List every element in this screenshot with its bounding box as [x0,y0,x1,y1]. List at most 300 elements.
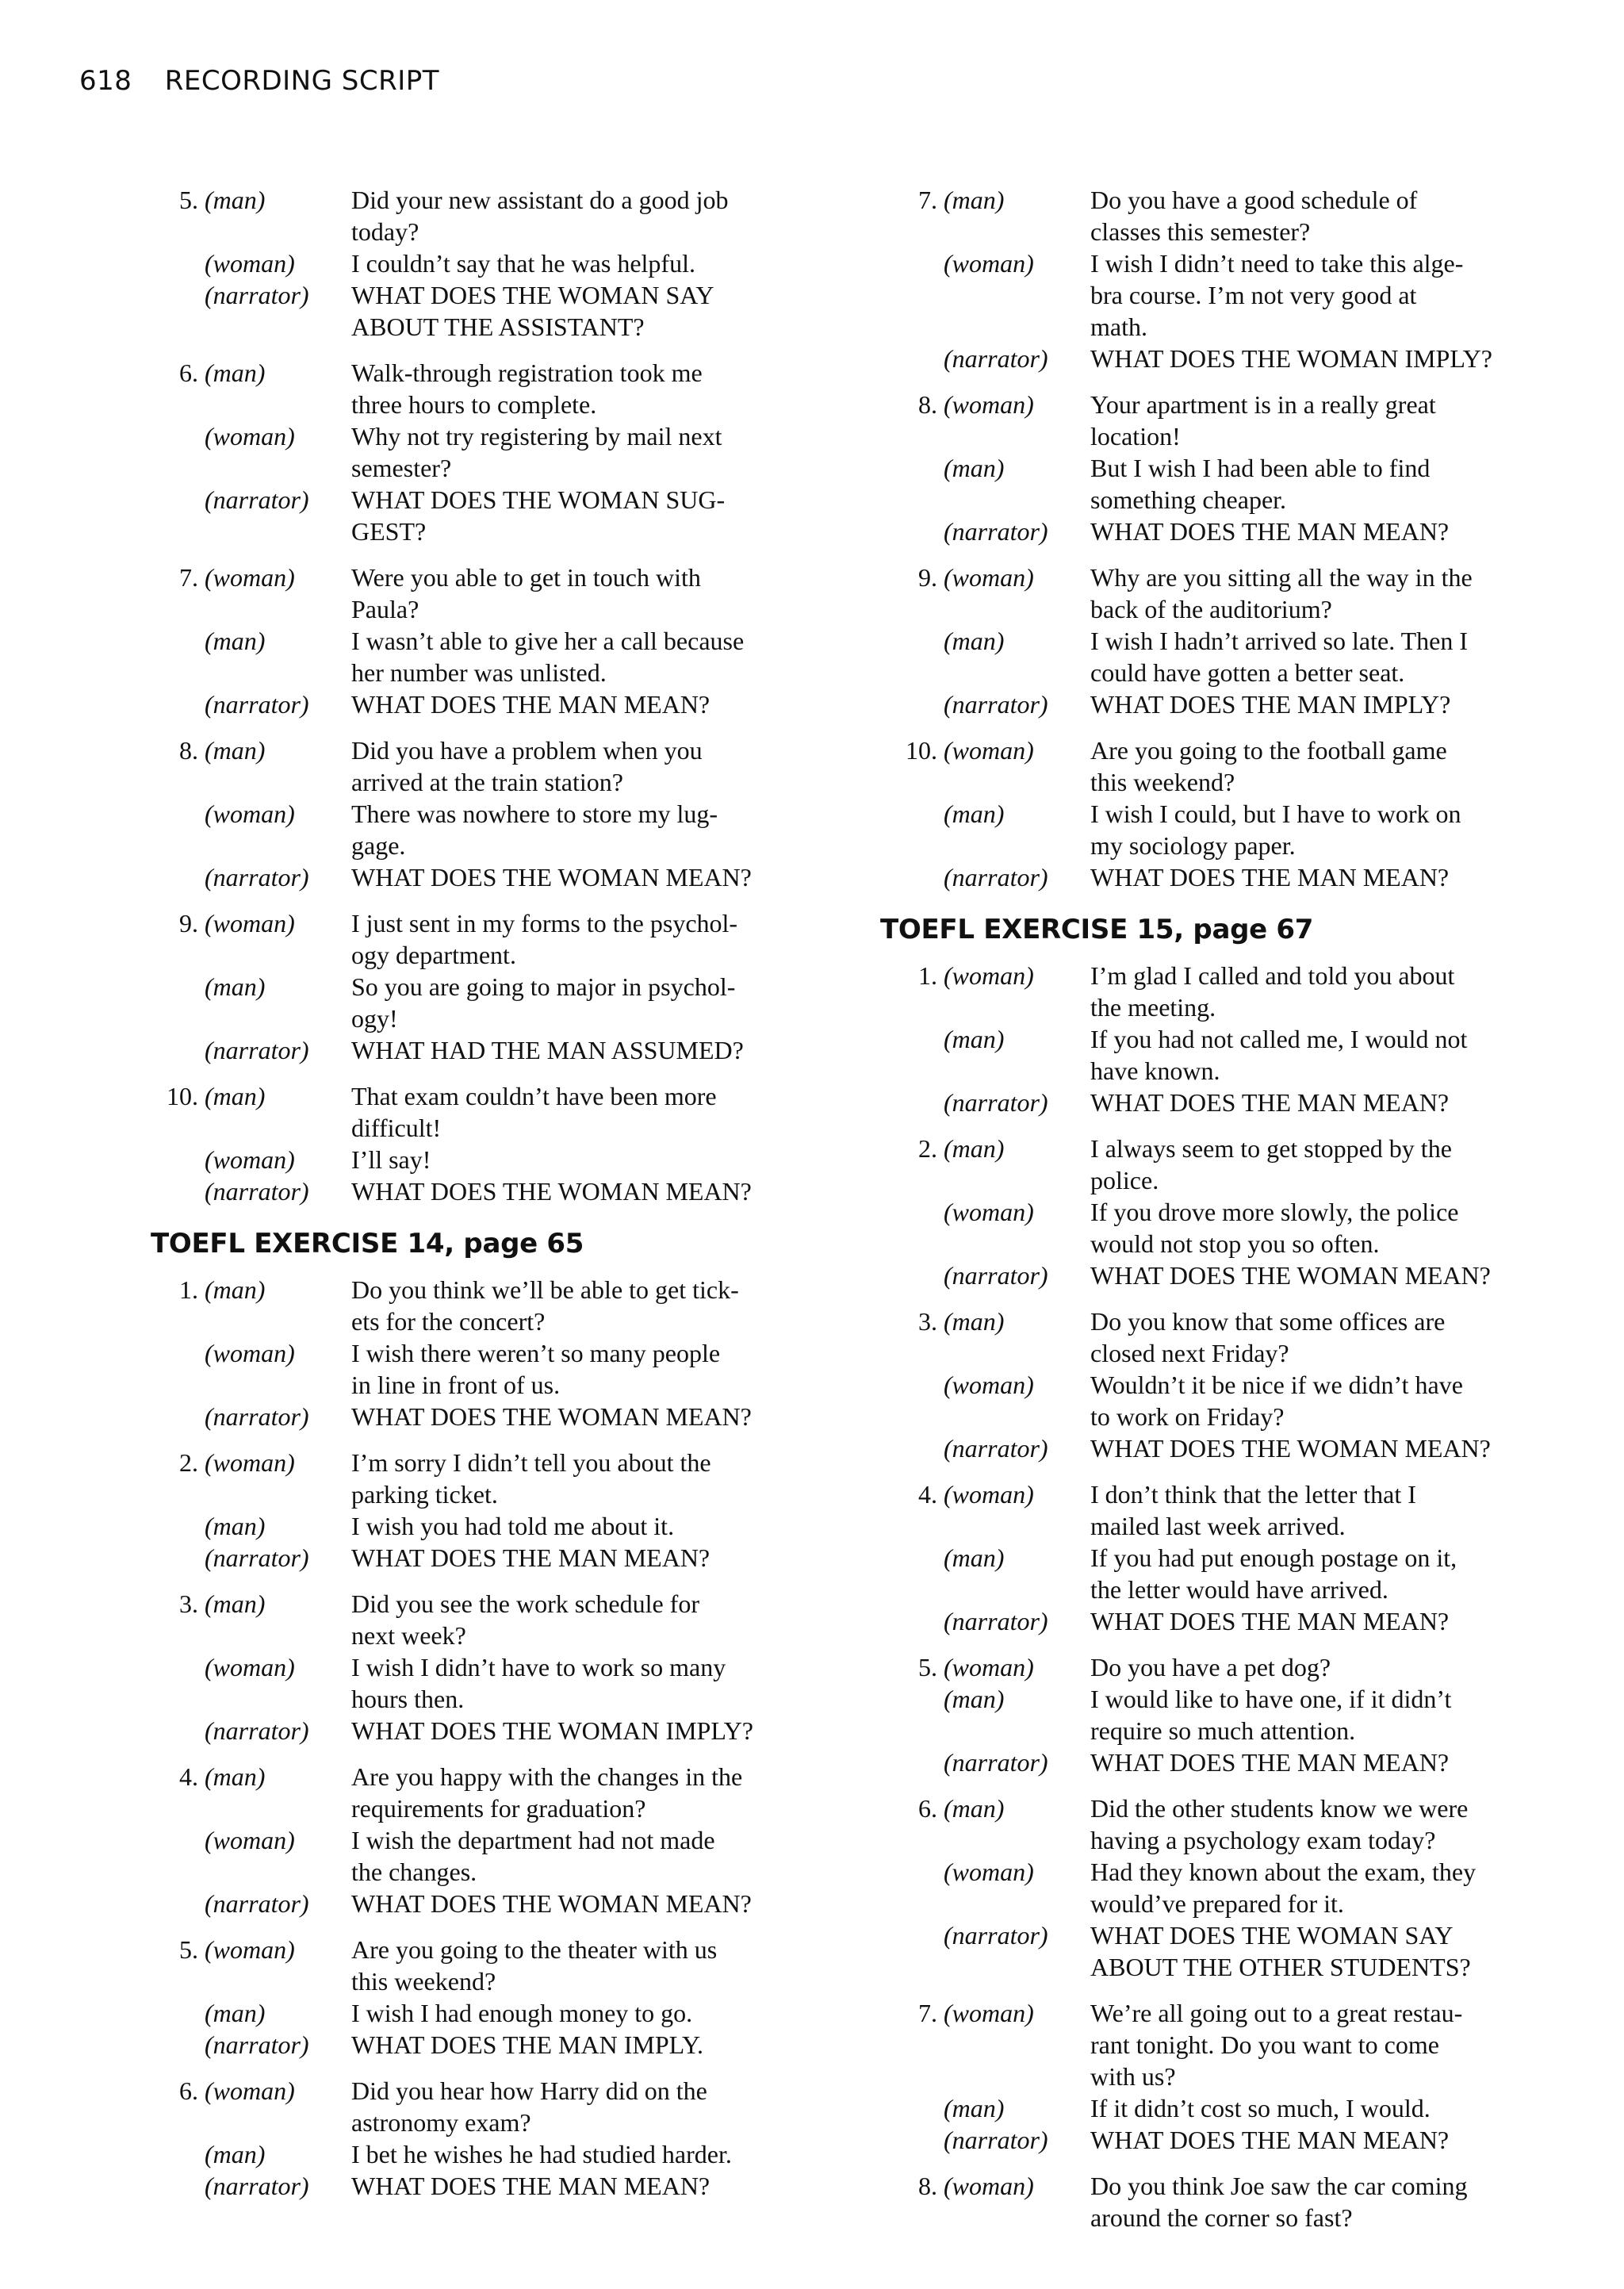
utterance-text: I couldn’t say that he was helpful. [351,249,695,278]
speaker-label: (woman) [205,1935,295,1964]
dialogue-item [159,357,825,547]
speaker-label: (man) [205,736,266,765]
dialogue-line [887,1306,1584,1369]
dialogue-item [159,1274,825,1432]
utterance-text: I wish I didn’t have to work so many hours then. [351,1653,726,1713]
item-number [159,798,205,861]
item-number: 7. [179,563,198,592]
utterance-text: Do you know that some offices are closed next Friday? [1090,1307,1446,1367]
utterance-text: WHAT DOES THE WOMAN MEAN? [351,1889,752,1918]
speaker-label: (narrator) [944,1088,1048,1117]
item-number [887,1023,944,1087]
item-number [887,247,944,343]
speaker-label: (man) [205,1512,266,1540]
utterance-text: WHAT DOES THE MAN MEAN? [1090,2126,1450,2154]
dialogue-line [887,1856,1584,1919]
utterance-text: Did you have a problem when you arrived at the train station? [351,736,703,796]
utterance-text: WHAT DOES THE MAN MEAN? [351,1543,710,1572]
dialogue-line [887,1919,1584,1983]
speaker-label: (narrator) [205,2030,309,2059]
utterance-text: WHAT DOES THE WOMAN SAY ABOUT THE OTHER STUDENTS? [1090,1921,1471,1981]
item-number [159,484,205,547]
dialogue-line [887,562,1584,625]
speaker-label: (woman) [205,799,295,828]
item-number [159,2170,205,2202]
speaker-label: (narrator) [944,1434,1048,1463]
speaker-label: (woman) [205,563,295,592]
item-number [159,1542,205,1574]
dialogue-line [159,2075,825,2138]
utterance-text: WHAT DOES THE MAN MEAN? [1090,1748,1450,1777]
dialogue-line [887,516,1584,547]
utterance-text: WHAT DOES THE WOMAN IMPLY? [1090,344,1492,373]
dialogue-line [887,389,1584,452]
dialogue-line [887,625,1584,688]
dialogue-line [887,1196,1584,1260]
speaker-label: (woman) [944,563,1034,592]
dialogue-line [159,1824,825,1888]
speaker-label: (narrator) [944,1921,1048,1950]
dialogue-line [887,798,1584,861]
speaker-label: (narrator) [205,1889,309,1918]
dialogue-line [159,357,825,420]
dialogue-item [887,1306,1584,1464]
dialogue-item [887,1997,1584,2156]
speaker-label: (woman) [944,961,1034,990]
item-number [159,2029,205,2061]
right-column [880,184,1584,2248]
item-number [887,1605,944,1637]
item-number [887,343,944,374]
utterance-text: I’ll say! [351,1145,431,1174]
dialogue-line [159,420,825,484]
speaker-label: (woman) [205,2076,295,2105]
speaker-label: (woman) [944,1999,1034,2027]
dialogue-item [159,907,825,1066]
dialogue-line [887,2170,1584,2233]
dialogue-line [887,960,1584,1023]
speaker-label: (narrator) [205,1543,309,1572]
utterance-text: I just sent in my forms to the psychol- ogy department. [351,909,738,969]
utterance-text: WHAT DOES THE WOMAN SAY ABOUT THE ASSISTANT? [351,281,714,341]
speaker-label: (woman) [205,909,295,937]
item-number: 6. [179,2076,198,2105]
speaker-label: (narrator) [944,863,1048,891]
utterance-text: I wish I hadn’t arrived so late. Then I could have gotten a better seat. [1090,627,1469,687]
item-number: 6. [918,1794,937,1823]
item-number [887,1260,944,1291]
dialogue-line [887,184,1584,247]
dialogue-line [159,1401,825,1432]
speaker-label: (man) [944,627,1005,655]
dialogue-item [887,1133,1584,1291]
item-number [159,688,205,720]
speaker-label: (man) [944,1794,1005,1823]
speaker-label: (narrator) [944,344,1048,373]
speaker-label: (narrator) [205,690,309,719]
speaker-label: (man) [205,627,266,655]
dialogue-line [159,1034,825,1066]
speaker-label: (narrator) [205,1177,309,1206]
item-number: 7. [918,1999,937,2027]
speaker-label: (narrator) [944,1607,1048,1635]
speaker-label: (woman) [944,1371,1034,1399]
item-number [159,625,205,688]
item-number: 4. [179,1762,198,1791]
utterance-text: Did the other students know we were having a psychology exam today? [1090,1794,1469,1854]
item-number [887,452,944,516]
dialogue-item [159,2075,825,2202]
item-number [887,1369,944,1432]
item-number [159,1651,205,1715]
utterance-text: There was nowhere to store my lug- gage. [351,799,718,860]
speaker-label: (man) [944,1543,1005,1572]
speaker-label: (woman) [205,422,295,451]
item-number [887,2124,944,2156]
utterance-text: I wish I didn’t need to take this alge- bra course. I’m not very good at math. [1090,249,1464,341]
item-number [159,1175,205,1207]
item-number [159,1337,205,1401]
right-items-section [887,960,1584,2233]
speaker-label: (woman) [944,736,1034,765]
item-number: 2. [179,1448,198,1477]
item-number: 4. [918,1480,937,1509]
utterance-text: If it didn’t cost so much, I would. [1090,2094,1431,2122]
utterance-text: So you are going to major in psychol- ogy! [351,972,736,1033]
page-number: 618 [79,65,132,97]
item-number: 7. [918,186,937,214]
item-number: 2. [918,1134,937,1163]
utterance-text: If you had put enough postage on it, the letter would have arrived. [1090,1543,1457,1604]
dialogue-line [159,1510,825,1542]
item-number: 9. [918,563,937,592]
dialogue-line [159,184,825,247]
dialogue-line [159,798,825,861]
utterance-text: But I wish I had been able to find something cheaper. [1090,454,1431,514]
speaker-label: (woman) [205,1448,295,1477]
dialogue-line [887,1792,1584,1856]
dialogue-line [159,688,825,720]
utterance-text: Are you going to the theater with us this weekend? [351,1935,718,1996]
dialogue-line [887,734,1584,798]
utterance-text: I don’t think that the letter that I mailed last week arrived. [1090,1480,1416,1540]
utterance-text: WHAT DOES THE WOMAN SUG- GEST? [351,485,726,546]
speaker-label: (narrator) [205,1402,309,1431]
speaker-label: (man) [944,1307,1005,1336]
item-number [887,1087,944,1118]
dialogue-line [159,1997,825,2029]
utterance-text: I wish I could, but I have to work on my sociology paper. [1090,799,1461,860]
dialogue-line [887,1542,1584,1605]
utterance-text: Did you see the work schedule for next week? [351,1589,699,1650]
speaker-label: (man) [205,358,266,387]
dialogue-item [159,1447,825,1574]
utterance-text: WHAT DOES THE WOMAN MEAN? [351,1402,752,1431]
dialogue-line [159,2170,825,2202]
header-title: RECORDING SCRIPT [164,65,439,97]
speaker-label: (man) [944,186,1005,214]
utterance-text: Did you hear how Harry did on the astronomy exam? [351,2076,707,2137]
dialogue-line [159,734,825,798]
utterance-text: Why are you sitting all the way in the back of the auditorium? [1090,563,1473,623]
item-number [159,1144,205,1175]
speaker-label: (man) [205,2140,266,2168]
dialogue-line [887,343,1584,374]
dialogue-line [159,1888,825,1919]
speaker-label: (woman) [205,249,295,278]
dialogue-item [887,184,1584,374]
dialogue-item [887,734,1584,893]
utterance-text: If you drove more slowly, the police would not stop you so often. [1090,1198,1459,1258]
utterance-text: Do you think we’ll be able to get tick- ets for the concert? [351,1275,739,1336]
item-number [159,971,205,1034]
running-header [79,65,439,97]
item-number [159,247,205,279]
speaker-label: (woman) [205,1653,295,1681]
dialogue-line [159,1934,825,1997]
item-number [159,2138,205,2170]
speaker-label: (narrator) [944,690,1048,719]
item-number [887,625,944,688]
item-number: 9. [179,909,198,937]
dialogue-item [887,1792,1584,1983]
dialogue-item [887,960,1584,1118]
item-number [887,1683,944,1746]
item-number [887,1746,944,1778]
utterance-text: I wish there weren’t so many people in line in front of us. [351,1339,721,1399]
dialogue-line [887,1605,1584,1637]
utterance-text: WHAT DOES THE MAN IMPLY? [1090,690,1451,719]
dialogue-item [887,562,1584,720]
speaker-label: (narrator) [944,517,1048,546]
utterance-text: WHAT HAD THE MAN ASSUMED? [351,1036,744,1064]
dialogue-line [887,861,1584,893]
dialogue-line [887,2124,1584,2156]
item-number: 5. [179,1935,198,1964]
dialogue-line [159,971,825,1034]
utterance-text: If you had not called me, I would not have known. [1090,1025,1468,1085]
item-number [887,688,944,720]
utterance-text: I’m glad I called and told you about the meeting. [1090,961,1455,1022]
item-number: 10. [167,1082,198,1110]
speaker-label: (woman) [944,1198,1034,1226]
speaker-label: (narrator) [944,1748,1048,1777]
item-number [159,1997,205,2029]
utterance-text: WHAT DOES THE WOMAN MEAN? [1090,1261,1491,1290]
dialogue-line [159,279,825,343]
dialogue-line [159,562,825,625]
utterance-text: WHAT DOES THE WOMAN MEAN? [351,1177,752,1206]
utterance-text: WHAT DOES THE MAN MEAN? [351,2172,710,2200]
dialogue-line [887,1683,1584,1746]
dialogue-line [159,2138,825,2170]
dialogue-line [887,1133,1584,1196]
speaker-label: (narrator) [205,863,309,891]
utterance-text: Do you think Joe saw the car coming around the corner so fast? [1090,2172,1468,2232]
left-items-section [159,1274,825,2202]
dialogue-line [887,1432,1584,1464]
utterance-text: Do you have a pet dog? [1090,1653,1331,1681]
dialogue-item [159,184,825,343]
item-number [159,1401,205,1432]
dialogue-line [887,1746,1584,1778]
dialogue-line [159,1080,825,1144]
dialogue-line [159,1542,825,1574]
item-number: 6. [179,358,198,387]
dialogue-line [159,625,825,688]
left-items-top [159,184,825,1207]
dialogue-item [887,389,1584,547]
item-number: 1. [179,1275,198,1304]
dialogue-line [887,1023,1584,1087]
section-heading-exercise-15: TOEFL EXERCISE 15, page 67 [880,914,1314,945]
utterance-text: Were you able to get in touch with Paula? [351,563,701,623]
utterance-text: Wouldn’t it be nice if we didn’t have to work on Friday? [1090,1371,1463,1431]
item-number [159,1888,205,1919]
item-number: 10. [906,736,937,765]
utterance-text: WHAT DOES THE WOMAN MEAN? [1090,1434,1491,1463]
item-number: 8. [179,736,198,765]
utterance-text: Why not try registering by mail next semester? [351,422,722,482]
speaker-label: (narrator) [205,1036,309,1064]
speaker-label: (narrator) [205,2172,309,2200]
speaker-label: (man) [205,972,266,1001]
utterance-text: I wasn’t able to give her a call because her number was unlisted. [351,627,745,687]
dialogue-line [159,1447,825,1510]
item-number [887,1919,944,1983]
right-items-top [887,184,1584,893]
speaker-label: (man) [205,1082,266,1110]
dialogue-line [159,1144,825,1175]
dialogue-item [887,1478,1584,1637]
dialogue-line [887,1651,1584,1683]
utterance-text: Are you happy with the changes in the requirements for graduation? [351,1762,743,1823]
speaker-label: (man) [944,1134,1005,1163]
speaker-label: (woman) [944,2172,1034,2200]
speaker-label: (woman) [205,1145,295,1174]
speaker-label: (narrator) [205,485,309,514]
speaker-label: (man) [205,1275,266,1304]
item-number [159,1824,205,1888]
utterance-text: Did your new assistant do a good job today? [351,186,729,246]
item-number [887,1856,944,1919]
utterance-text: I would like to have one, if it didn’t require so much attention. [1090,1685,1452,1745]
item-number: 3. [918,1307,937,1336]
item-number [159,1034,205,1066]
dialogue-line [159,1588,825,1651]
dialogue-line [159,484,825,547]
utterance-text: We’re all going out to a great restau- rant tonight. Do you want to come with us? [1090,1999,1463,2091]
speaker-label: (man) [944,454,1005,482]
speaker-label: (man) [205,186,266,214]
utterance-text: I wish you had told me about it. [351,1512,675,1540]
speaker-label: (woman) [205,1826,295,1854]
item-number: 1. [918,961,937,990]
dialogue-item [159,1588,825,1746]
speaker-label: (man) [205,1999,266,2027]
utterance-text: Walk-through registration took me three hours to complete. [351,358,703,419]
utterance-text: WHAT DOES THE MAN MEAN? [1090,1607,1450,1635]
utterance-text: Your apartment is in a really great location! [1090,390,1436,451]
dialogue-line [159,1175,825,1207]
speaker-label: (man) [205,1589,266,1618]
item-number [159,1715,205,1746]
utterance-text: I’m sorry I didn’t tell you about the parking ticket. [351,1448,711,1509]
speaker-label: (narrator) [205,1716,309,1745]
utterance-text: That exam couldn’t have been more difficult! [351,1082,717,1142]
item-number [887,798,944,861]
dialogue-line [159,2029,825,2061]
dialogue-line [159,1761,825,1824]
dialogue-line [887,1087,1584,1118]
utterance-text: WHAT DOES THE MAN MEAN? [351,690,710,719]
utterance-text: I wish I had enough money to go. [351,1999,693,2027]
item-number [159,861,205,893]
item-number: 5. [918,1653,937,1681]
utterance-text: WHAT DOES THE MAN IMPLY. [351,2030,703,2059]
item-number [887,2092,944,2124]
speaker-label: (man) [205,1762,266,1791]
utterance-text: I bet he wishes he had studied harder. [351,2140,732,2168]
dialogue-line [159,1337,825,1401]
speaker-label: (woman) [944,1480,1034,1509]
speaker-label: (woman) [205,1339,295,1367]
utterance-text: I wish the department had not made the changes. [351,1826,715,1886]
dialogue-item [887,1651,1584,1778]
dialogue-item [159,734,825,893]
speaker-label: (man) [944,1685,1005,1713]
section-heading-exercise-14: TOEFL EXERCISE 14, page 65 [151,1228,584,1260]
utterance-text: WHAT DOES THE MAN MEAN? [1090,1088,1450,1117]
speaker-label: (woman) [944,1858,1034,1886]
item-number: 3. [179,1589,198,1618]
speaker-label: (woman) [944,390,1034,419]
dialogue-item [159,562,825,720]
speaker-label: (man) [944,1025,1005,1053]
utterance-text: I always seem to get stopped by the police. [1090,1134,1452,1194]
utterance-text: WHAT DOES THE WOMAN IMPLY? [351,1716,753,1745]
speaker-label: (narrator) [944,1261,1048,1290]
dialogue-line [159,247,825,279]
item-number [887,1542,944,1605]
dialogue-line [159,1651,825,1715]
item-number [159,1510,205,1542]
dialogue-line [887,1369,1584,1432]
utterance-text: Are you going to the football game this weekend? [1090,736,1447,796]
dialogue-line [887,1997,1584,2092]
item-number: 5. [179,186,198,214]
item-number [887,1196,944,1260]
dialogue-line [159,861,825,893]
item-number [159,420,205,484]
item-number [887,1432,944,1464]
dialogue-item [159,1761,825,1919]
utterance-text: WHAT DOES THE MAN MEAN? [1090,517,1450,546]
dialogue-line [159,907,825,971]
speaker-label: (woman) [944,249,1034,278]
dialogue-item [887,2170,1584,2233]
speaker-label: (narrator) [205,281,309,309]
item-number: 8. [918,390,937,419]
speaker-label: (narrator) [944,2126,1048,2154]
speaker-label: (man) [944,2094,1005,2122]
item-number [159,279,205,343]
item-number [887,861,944,893]
left-column [151,184,825,2216]
item-number [887,516,944,547]
utterance-text: Do you have a good schedule of classes this semester? [1090,186,1418,246]
speaker-label: (woman) [944,1653,1034,1681]
